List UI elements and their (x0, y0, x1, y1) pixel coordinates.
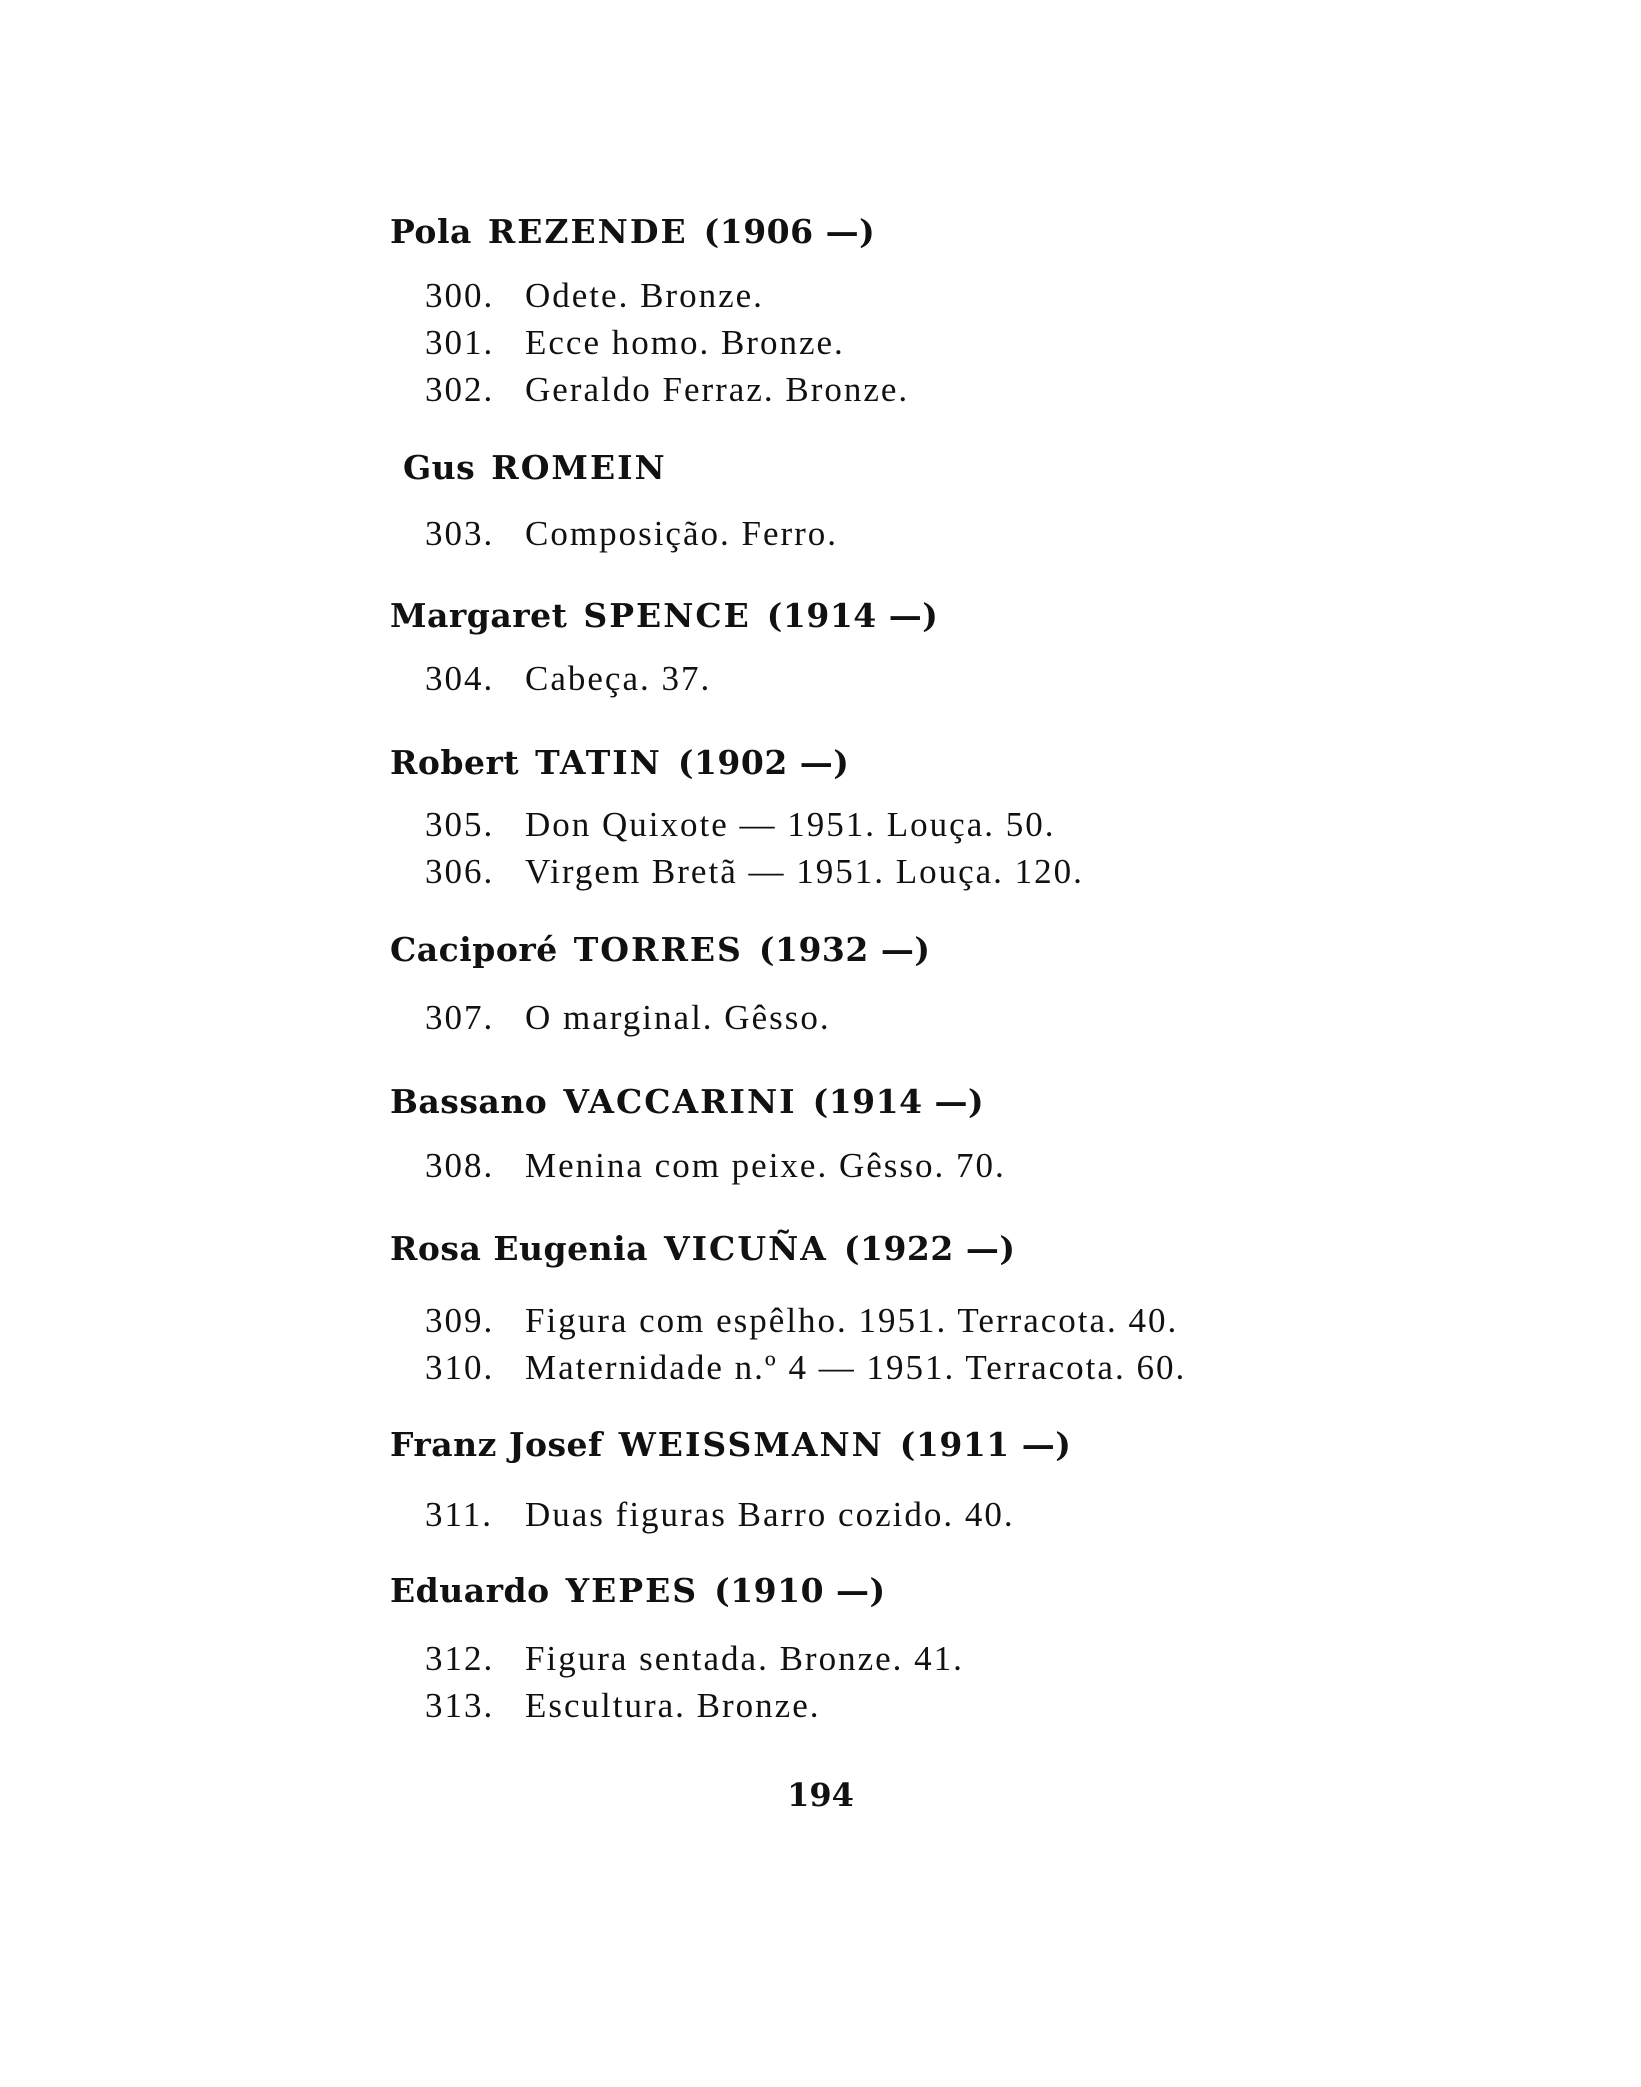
artist-heading-vaccarini (390, 1082, 984, 1122)
artist-surname: ROMEIN (491, 448, 667, 487)
artist-surname: VICUÑA (664, 1229, 828, 1268)
entry-text: Figura sentada. Bronze. 41. (525, 1639, 964, 1678)
artist-surname: YEPES (565, 1571, 699, 1610)
artist-surname: TATIN (535, 743, 662, 782)
artist-dates: (1911 —) (899, 1425, 1072, 1464)
catalog-entry (425, 1301, 1178, 1341)
catalog-entry (425, 805, 1055, 845)
catalog-entry (425, 1348, 1186, 1388)
catalog-entry (425, 323, 845, 363)
entry-number: 307. (425, 998, 495, 1037)
entry-number: 308. (425, 1146, 495, 1185)
entry-number: 305. (425, 805, 495, 844)
artist-dates: (1914 —) (812, 1082, 985, 1121)
entry-number: 306. (425, 852, 495, 891)
entry-text: Escultura. Bronze. (525, 1686, 821, 1725)
artist-heading-romein (403, 448, 667, 488)
entry-text: Menina com peixe. Gêsso. 70. (525, 1146, 1006, 1185)
artist-surname: REZENDE (487, 212, 688, 251)
catalog-entry (425, 659, 711, 699)
artist-surname: SPENCE (583, 596, 751, 635)
artist-heading-yepes (390, 1571, 886, 1611)
catalog-entry (425, 998, 831, 1038)
catalog-entry (425, 1146, 1006, 1186)
catalog-entry (425, 1495, 1015, 1535)
artist-given-name: Bassano (390, 1082, 548, 1121)
artist-dates: (1932 —) (758, 930, 931, 969)
artist-given-name: Margaret (390, 596, 568, 635)
artist-heading-vicuna (390, 1229, 1015, 1269)
entry-text: Maternidade n.º 4 — 1951. Terracota. 60. (525, 1348, 1187, 1387)
entry-text: Virgem Bretã — 1951. Louça. 120. (525, 852, 1084, 891)
artist-heading-tatin (390, 743, 849, 783)
entry-text: Don Quixote — 1951. Louça. 50. (525, 805, 1056, 844)
entry-number: 301. (425, 323, 495, 362)
entry-text: Geraldo Ferraz. Bronze. (525, 370, 910, 409)
artist-heading-rezende (390, 212, 875, 252)
artist-given-name: Caciporé (390, 930, 558, 969)
entry-text: Cabeça. 37. (525, 659, 712, 698)
artist-surname: WEISSMANN (618, 1425, 884, 1464)
entry-number: 304. (425, 659, 495, 698)
entry-text: Composição. Ferro. (525, 514, 839, 553)
artist-given-name: Gus (403, 448, 476, 487)
entry-number: 313. (425, 1686, 495, 1725)
entry-text: Ecce homo. Bronze. (525, 323, 845, 362)
artist-dates: (1910 —) (714, 1571, 886, 1610)
artist-heading-weissmann (390, 1425, 1071, 1465)
artist-heading-torres (390, 930, 930, 970)
artist-surname: VACCARINI (563, 1082, 797, 1121)
artist-given-name: Eduardo (390, 1571, 550, 1610)
entry-number: 309. (425, 1301, 495, 1340)
entry-number: 312. (425, 1639, 495, 1678)
entry-number: 302. (425, 370, 495, 409)
catalog-entry (425, 370, 909, 410)
entry-number: 300. (425, 276, 495, 315)
entry-number: 303. (425, 514, 495, 553)
entry-number: 310. (425, 1348, 495, 1387)
entry-text: Duas figuras Barro cozido. 40. (525, 1495, 1015, 1534)
catalog-entry (425, 1686, 821, 1726)
artist-heading-spence (390, 596, 938, 636)
entry-number: 311. (425, 1495, 493, 1534)
entry-text: O marginal. Gêsso. (525, 998, 831, 1037)
artist-dates: (1906 —) (703, 212, 876, 251)
catalog-entry (425, 276, 764, 316)
artist-given-name: Franz Josef (390, 1425, 603, 1464)
artist-given-name: Robert (390, 743, 520, 782)
catalog-entry (425, 1639, 964, 1679)
artist-dates: (1914 —) (766, 596, 939, 635)
catalog-entry (425, 852, 1084, 892)
artist-surname: TORRES (573, 930, 743, 969)
page-number: 194 (787, 1776, 854, 1814)
entry-text: Figura com espêlho. 1951. Terracota. 40. (525, 1301, 1179, 1340)
artist-given-name: Pola (390, 212, 472, 251)
artist-dates: (1902 —) (677, 743, 850, 782)
artist-dates: (1922 —) (843, 1229, 1016, 1268)
catalog-entry (425, 514, 838, 554)
entry-text: Odete. Bronze. (525, 276, 764, 315)
artist-given-name: Rosa Eugenia (390, 1229, 649, 1268)
